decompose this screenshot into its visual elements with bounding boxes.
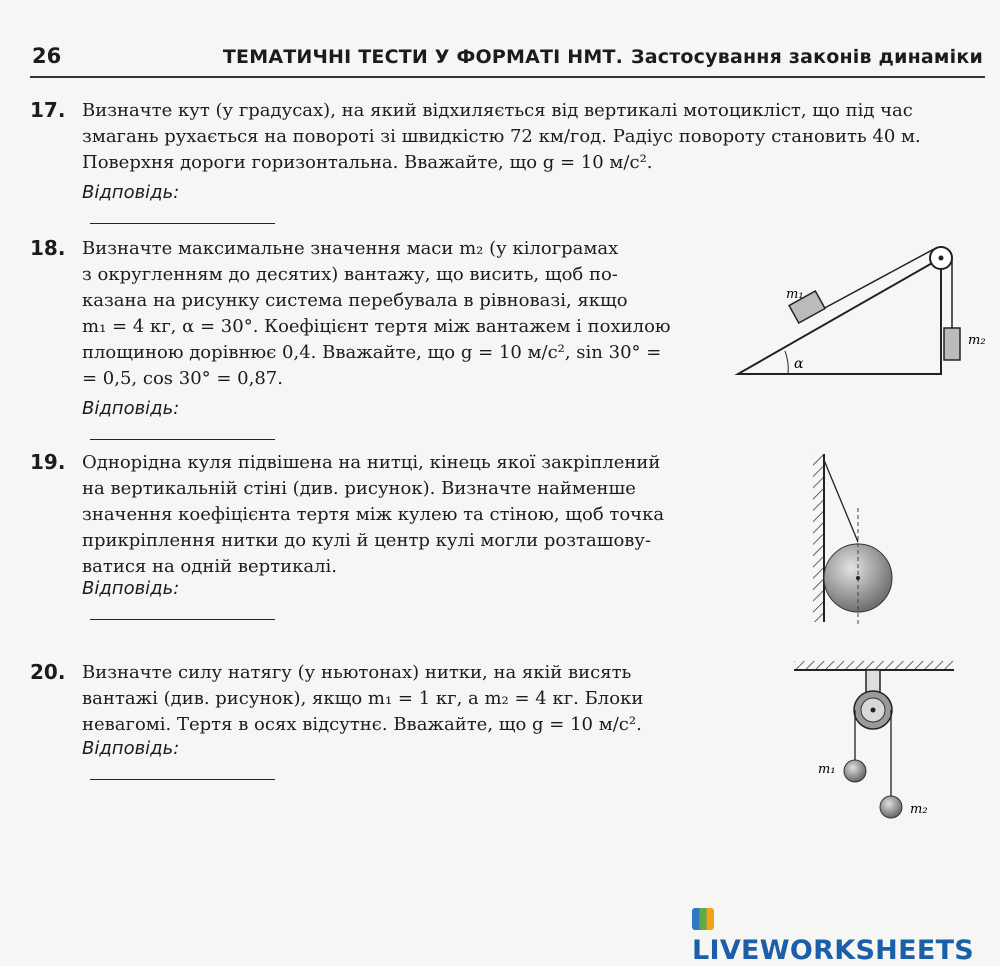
- mass-m1: [844, 760, 866, 782]
- label-m1: m₁: [786, 287, 804, 302]
- question-line: на вертикальній стіні (див. рисунок). Визначте найменше: [82, 478, 636, 499]
- wall-hatch: [813, 454, 824, 622]
- incline-plane: [738, 258, 941, 374]
- question-line: Визначте силу натягу (у ньютонах) нитки, на якій висять: [82, 662, 632, 683]
- thread: [824, 460, 858, 542]
- question-number: 17.: [30, 98, 66, 122]
- answer-row: [82, 182, 275, 224]
- question-line: невагомі. Тертя в осях відсутнє. Вважайте, що g = 10 м/с².: [82, 714, 642, 735]
- answer-row: [82, 738, 275, 780]
- answer-row: [82, 578, 275, 620]
- question-line: значення коефіцієнта тертя між кулею та стіною, щоб точка: [82, 504, 665, 525]
- label-m2: m₂: [968, 333, 986, 348]
- page-header: [30, 42, 985, 78]
- question-line: вантажі (див. рисунок), якщо m₁ = 1 кг, а m₂ = 4 кг. Блоки: [82, 688, 644, 709]
- logo-icon: [692, 908, 714, 930]
- header-title: [223, 46, 983, 68]
- answer-label: Відповідь:: [82, 738, 180, 759]
- incline-rope: [821, 249, 934, 310]
- answer-input-20[interactable]: [90, 759, 275, 780]
- question-line: Визначте кут (у градусах), на який відхиляється від вертикалі мотоцикліст, що під час: [82, 100, 913, 121]
- logo-text: LIVEWORKSHEETS: [692, 935, 975, 966]
- answer-input-19[interactable]: [90, 599, 275, 620]
- question-text: [82, 450, 664, 580]
- pulley-masses-figure: [790, 655, 970, 830]
- label-m1: m₁: [818, 762, 836, 777]
- header-title-main: ТЕМАТИЧНІ ТЕСТИ У ФОРМАТІ НМТ.: [222, 46, 624, 68]
- pulley-axle: [939, 256, 944, 261]
- mass-m2: [880, 796, 902, 818]
- question-line: Визначте максимальне значення маси m₂ (у кілограмах: [82, 238, 619, 259]
- incline-pulley-figure: [728, 236, 998, 386]
- question-line: ватися на одній вертикалі.: [82, 556, 337, 577]
- question-line: з округленням до десятих) вантажу, що висить, щоб по-: [82, 264, 618, 285]
- block-m2: [944, 328, 960, 360]
- answer-label: Відповідь:: [82, 578, 180, 599]
- label-m2: m₂: [910, 802, 928, 817]
- question-line: змагань рухається на повороті зі швидкістю 72 км/год. Радіус повороту становить 40 м.: [82, 126, 921, 147]
- question-line: площиною дорівнює 0,4. Вважайте, що g = 10 м/с², sin 30° =: [82, 342, 662, 363]
- pulley-axle: [871, 708, 876, 713]
- question-line: казана на рисунку система перебувала в рівновазі, якщо: [82, 290, 628, 311]
- question-line: Поверхня дороги горизонтальна. Вважайте, що g = 10 м/с².: [82, 152, 653, 173]
- question-text: [82, 236, 671, 392]
- answer-label: Відповідь:: [82, 182, 180, 203]
- liveworksheets-logo: [692, 904, 1000, 966]
- answer-label: Відповідь:: [82, 398, 180, 419]
- page-number: 26: [32, 44, 62, 68]
- question-line: прикріплення нитки до кулі й центр кулі могли розташову-: [82, 530, 652, 551]
- question-number: 20.: [30, 660, 66, 684]
- question-number: 19.: [30, 450, 66, 474]
- question-line: m₁ = 4 кг, α = 30°. Коефіцієнт тертя між вантажем і похилою: [82, 316, 671, 337]
- question-text: [82, 98, 921, 176]
- answer-input-17[interactable]: [90, 203, 275, 224]
- question-number: 18.: [30, 236, 66, 260]
- angle-arc: [785, 351, 788, 374]
- answer-row: [82, 398, 275, 440]
- question-line: Однорідна куля підвішена на нитці, кінець якої закріплений: [82, 452, 661, 473]
- ceiling-hatch: [794, 661, 954, 670]
- question-line: = 0,5, cos 30° = 0,87.: [82, 368, 283, 389]
- question-text: [82, 660, 643, 738]
- answer-input-18[interactable]: [90, 419, 275, 440]
- header-subtitle: Застосування законів динаміки: [631, 46, 983, 68]
- angle-label: α: [794, 356, 804, 372]
- sphere-center: [856, 576, 860, 580]
- sphere-wall-figure: [805, 450, 915, 630]
